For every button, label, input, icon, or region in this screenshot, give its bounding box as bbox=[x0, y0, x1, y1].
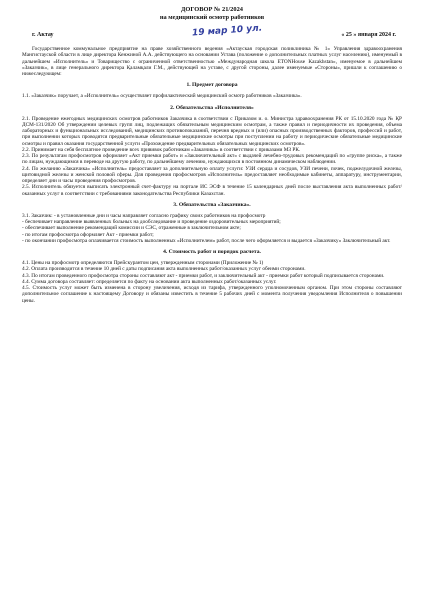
document-title: ДОГОВОР № 21/2024 bbox=[181, 6, 243, 13]
section-heading: 3. Обязательства «Заказчика». bbox=[173, 201, 251, 208]
clause: 4.1. Цены на профосмотр определяются Прейскурантом цен, утвержденным сторонами (Приложение № 1) bbox=[22, 260, 264, 266]
clause: 4.4. Сумма договора составляет: определяется по факту на основании акта выполненных работ/оказанных услуг. bbox=[22, 278, 277, 285]
section-1 bbox=[22, 82, 402, 99]
clause: 4.3. По итогам проведенного профосмотра стороны составляют акт - приемки работ, и заключительный акт - приемки работ который подписывается сторонами. bbox=[22, 272, 385, 279]
handwritten-note: 19 мар 10 ул. bbox=[191, 23, 263, 39]
clause: - беспечивает направление выявленных больных на дообследование и проведение оздоровительных мероприятий; bbox=[22, 219, 281, 225]
clause: 2.1. Проведение ежегодных медицинских осмотров работников Заказчика в соответствии с Приказом и. о. Министра здравоохранения РК от 15.10.2020 года № ҚР ДСМ-131/2020 Об утверждении целевых групп лиц, подлежащих обязательным медицинским осмотрам, а также правил и периодичности их проведения, объема лабораторных и функциональных исследований, медицинских противопоказаний, перечня вредных и (или) опасных производственных факторов, профессий и работ, при выполнении которых проводятся предварительные обязательные медицинские осмотры при поступлении на работу и периодические обязательные медицинские осмотры и правил оказания государственной услуги «Прохождение предварительных обязательных медицинских осмотров». bbox=[22, 115, 402, 147]
clause: - по окончании профосмотра оплачивается стоимость выполненных «Исполнителем» работ, после чего оформляется и выдается «Заказчику» Заключительный акт. bbox=[22, 237, 391, 244]
document-subtitle: на медицинский осмотр работников bbox=[159, 14, 265, 21]
preamble: Государственное коммунальное предприятие на праве хозяйственного ведения «Актауская городская поликлиника № 1» Управления здравоохранения Мангистауской области в лице директора Кенжиной А.А. действующего на основании Устава (положение о дополнительных платных услуг населению), именуемый в дальнейшем «Исполнитель» и Товарищество с ограниченной ответственностью «Международная школа ETONHouse Kazakhstan», именуемое в дальнейшем «Заказчик», в лице генерального директора Қаламқали Г.М., действующей на уставе, с другой стороны, далее именуемые «Стороны», пришли к соглашению о нижеследующем: bbox=[22, 46, 402, 77]
city: г. Актау bbox=[32, 32, 54, 38]
clause: 2.5. Исполнитель обязуется выписать электронный счет-фактуру на портале ИС ЭСФ в течение 15 календарных дней после выставления акта выполненных работ/оказанных услуг в соответствии с требованиями законодательства Республики Казахстан. bbox=[22, 184, 402, 197]
clause: 2.2. Принимает на себя бесплатное проведение всех прививок работникам «Заказчика» в соответствии с приказами МЗ РК. bbox=[22, 146, 301, 153]
section-heading: 1. Предмет договора bbox=[186, 82, 238, 89]
section-2 bbox=[22, 105, 402, 197]
clause: 2.3. По результатам профосмотров оформляет «Акт приемки работ» и «Заключительный акт» с выдачей лечебно-трудовых рекомендаций по «группе риска», а также по лицам, нуждающимся в переводе на другую работу, по дальнейшему лечению, нуждающихся в постоянном динамическом наблюдении. bbox=[22, 153, 402, 166]
clause: - по итогам профосмотра оформляет Акт - приемки работ; bbox=[22, 231, 154, 238]
contract-date: « 25 » января 2024 г. bbox=[341, 32, 396, 38]
clause: 4.5. Стоимость услуг может быть изменена в сторону увеличения, исходя из тарифа, утвержденного уполномоченным органом. При этом стороны составляют дополнительное соглашение к настоящему Договору и обязаны известить в течение 5 рабочих дней с момента получения уведомления Исполнителя о повышении цены. bbox=[22, 285, 402, 304]
section-4 bbox=[22, 249, 402, 304]
clause: 3.1. Заказчик: - в установленные дни и часы направляет согласно графику своих работников на профосмотр bbox=[22, 212, 266, 219]
clause: 2.4. По желанию «Заказчика» «Исполнитель» предоставляет за дополнительную оплату услуги: УЗИ сердца и сосудов, УЗИ печени, почек, поджелудочной железы, щитовидной железы и женской половой сферы. Для проведения профосмотров «Исполнитель» предоставляет необходимые кабинеты, аппаратуру, инструментарии, определяет дни и часы проведения профосмотров. bbox=[22, 165, 402, 184]
clause: - обеспечивает выполнение рекомендаций комиссии и СЭС, отраженные в заключительном акте; bbox=[22, 225, 241, 232]
place-date-line bbox=[22, 23, 402, 42]
section-heading: 2. Обязательства «Исполнителя» bbox=[170, 104, 254, 111]
clause: 4.2. Оплата производится в течение 10 дней с даты подписания акта выполненных работ/оказанных услуг обеими сторонами. bbox=[22, 266, 306, 273]
section-heading: 4. Стоимость работ и порядок расчета. bbox=[163, 249, 261, 255]
clause: 1.1. «Заказчик» поручает, а «Исполнитель» осуществляет профилактический медицинский осмотр работников «Заказчика». bbox=[22, 93, 302, 100]
section-3 bbox=[22, 202, 402, 244]
